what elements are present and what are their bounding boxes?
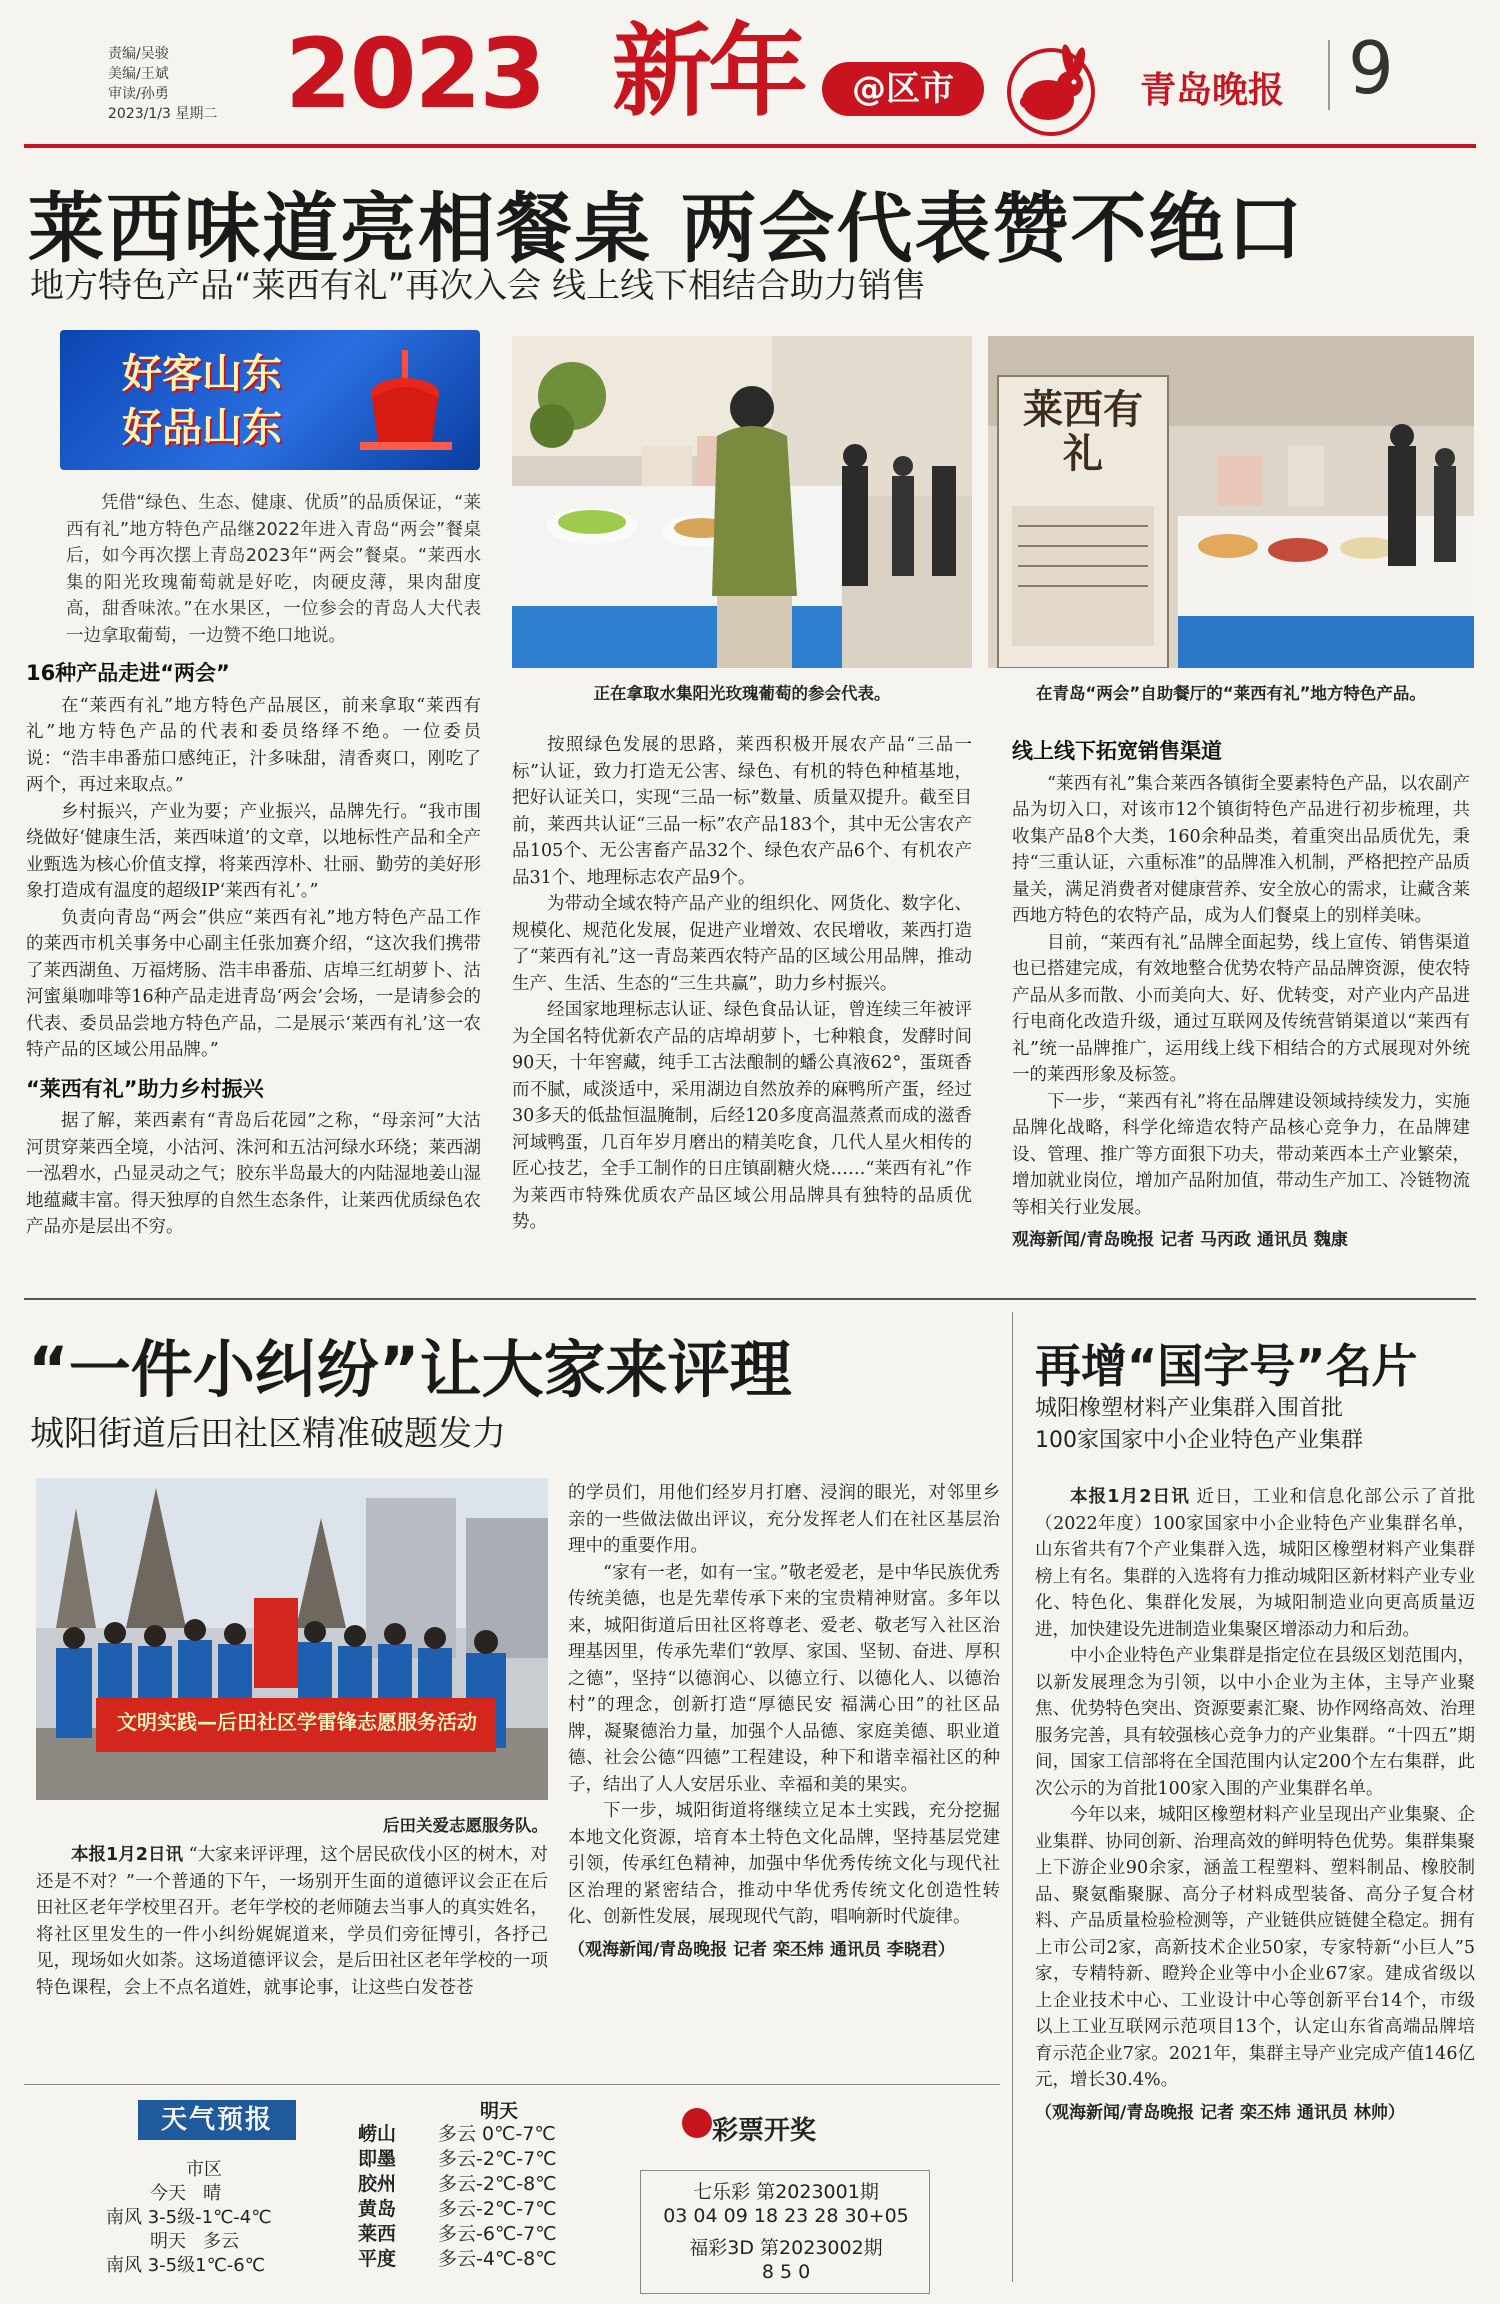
district-name: 莱西: [358, 2223, 397, 2245]
weather-row: [358, 2172, 598, 2197]
haoke-shandong-banner: [60, 330, 480, 470]
buffet-scene-illustration: [512, 336, 972, 668]
story1-column-1: [26, 648, 481, 1241]
story3-paragraph-1: 近日，工业和信息化部公示了首批（2022年度）100家国家中小企业特色产业集群名单，山东省共有7个产业集群入选，城阳区橡塑材料产业集群榜上有名。集群的入选将有力推动城阳区新材料产业专业化、特色化、集群化发展，为城阳制造业向更高质量迈进，加快建设先进制造业集聚区增添动力和后劲。: [1035, 1487, 1475, 1640]
credit-proofreader: 审读/孙勇: [108, 86, 169, 102]
story3-byline: （观海新闻/青岛晚报 记者 栾丕炜 通讯员 林帅）: [1035, 2102, 1405, 2123]
story1-photo2-caption: 在青岛“两会”自助餐厅的“莱西有礼”地方特色产品。: [1036, 684, 1426, 703]
story1-photo-display: [988, 336, 1474, 668]
paragraph: 今年以来，城阳区橡塑材料产业呈现出产业集聚、企业集群、协同创新、治理高效的鲜明特色优势。集群集聚上下游企业90余家，涵盖工程塑料、塑料制品、橡胶制品、聚氨酯聚脲、高分子材料成型装备、高分子复合材料、产品质量检验检测等，产业链供应链健全稳定。拥有上市公司2家，高新技术企业50家，专家特新“小巨人”5家，专精特新、瞪羚企业等中小企业67家。建成省级以上企业技术中心、工业设计中心等创新平台14个，市级以上工业互联网示范项目13个，认定山东省高端品牌培育示范企业7家。2021年，集群主导产业完成产值146亿元，增长30.4%。: [1035, 1805, 1475, 2090]
weather-badge: 天气预报: [138, 2100, 296, 2140]
credit-editor: 责编/吴骏: [108, 46, 169, 62]
paragraph: 目前，“莱西有礼”品牌全面起势，线上宣传、销售渠道也已搭建完成，有效地整合优势农特产品品牌资源，使农特产品从多而散、小而美向大、好、优转变，对产业内产品进行电商化改造升级，通过互联网及传统营销渠道以“莱西有礼”统一品牌推广，运用线上线下相结合的方式展现对外统一的莱西形象及标签。: [1012, 932, 1470, 1085]
weather-today-label: 今天: [150, 2183, 186, 2204]
story1-photo1-caption: 正在拿取水集阳光玫瑰葡萄的参会代表。: [593, 684, 891, 703]
story3-subhead-line-2: 100家国家中小企业特色产业集群: [1035, 1428, 1363, 1453]
banner-line-1: 好客山东: [122, 351, 282, 397]
weather-tomorrow-condition: 多云: [203, 2231, 240, 2252]
masthead-year: 2023: [285, 18, 545, 130]
paragraph: 按照绿色发展的思路，莱西积极开展农产品“三品一标”认证，致力打造无公害、绿色、有机的特色种植基地，把好认证关口，实现“三品一标”数量、质量双提升。截至目前，莱西共认证“三品一标”农产品183个，其中无公害农产品105个、无公害畜产品32个、绿色农产品6个、有机农产品31个、地理标志农产品9个。: [512, 735, 972, 888]
issue-date: 2023/1/3 星期二: [108, 106, 218, 122]
district-name: 崂山: [358, 2123, 397, 2145]
rabbit-logo-icon: [996, 32, 1106, 142]
weather-table-header: 明天: [480, 2100, 519, 2122]
district-name: 黄岛: [358, 2198, 397, 2220]
story1-lead: [66, 490, 481, 649]
lottery-line-2: 03 04 09 18 23 28 30+05: [663, 2205, 909, 2227]
masthead-rule: [24, 144, 1476, 148]
bottom-divider: [24, 2084, 1000, 2085]
paragraph: 在“莱西有礼”地方特色产品展区，前来拿取“莱西有礼”地方特色产品的代表和委员络绎不绝。一位委员说：“浩丰串番茄口感纯正，汁多味甜，清香爽口，刚吃了两个，再过来取点。”: [26, 695, 481, 795]
story1-column-2: [512, 732, 972, 1236]
photo2-sign: 莱西有礼: [1023, 386, 1143, 477]
district-forecast: 多云 0℃-7℃: [438, 2123, 556, 2145]
story2-dateline: 本报1月2日讯: [71, 1845, 184, 1865]
district-name: 胶州: [358, 2173, 397, 2195]
credit-designer: 美编/王斌: [108, 66, 169, 82]
district-forecast: 多云-6℃-7℃: [438, 2223, 557, 2245]
story2-right-column: [568, 1480, 1000, 1963]
weather-city-label: 市区: [186, 2159, 222, 2180]
section-badge: @区市: [822, 62, 984, 116]
landmark-icon: [346, 346, 466, 456]
weather-tomorrow-wind: 南风 3-5级1℃-6℃: [106, 2255, 265, 2276]
page-credits: [108, 44, 228, 124]
lottery-results: [640, 2170, 930, 2294]
paragraph: 负责向青岛“两会”供应“莱西有礼”地方特色产品工作的莱西市机关事务中心副主任张加赛介绍，“这次我们携带了莱西湖鱼、万福烤肠、浩丰串番茄、店埠三红胡萝卜、沽河蜜巢咖啡等16种产品走进青岛‘两会’会场，一是请参会的代表、委员品尝地方特色产品，二是展示‘莱西有礼’这一农特产品的区域公用品牌。”: [26, 907, 481, 1060]
masthead-new-year: 新年: [612, 12, 804, 130]
paragraph: “家有一老，如有一宝。”敬老爱老，是中华民族优秀传统美德，也是先辈传承下来的宝贵精神财富。多年以来，城阳街道后田社区将尊老、爱老、敬老写入社区治理基因里，传承先辈们“敦厚、家国、坚韧、奋进、厚积之德”，坚持“以德润心、以德立行、以德化人、以德治村”的理念，创新打造“厚德民安 福满心田”的社区品牌，凝聚德治力量，加强个人品德、家庭美德、职业道德、社会公德“四德”工程建设，种下和谐幸福社区的种子，结出了人人安居乐业、幸福和美的果实。: [568, 1562, 1000, 1795]
lottery-line-4: 8 5 0: [761, 2261, 811, 2283]
weather-row: [358, 2222, 598, 2247]
district-name: 即墨: [358, 2148, 397, 2170]
lottery-line-3: 福彩3D 第2023002期: [689, 2237, 883, 2259]
story3-column: [1035, 1484, 1475, 2126]
story2-paragraph-1: “大家来评评理，这个居民砍伐小区的树木，对还是不对？”一个普通的下午，一场别开生面的道德评议会正在后田社区老年学校里召开。老年学校的老师随去当事人的真实姓名，将社区里发生的一件小纠纷娓娓道来，学员们旁征博引，各抒己见，现场如火如荼。这场道德评议会，是后田社区老年学校的一项特色课程，会上不点名道姓，就事论事，让这些白发苍苍: [36, 1845, 548, 1998]
weather-tomorrow-label: 明天: [150, 2231, 186, 2252]
weather-district-table: [358, 2122, 598, 2272]
paragraph: 经国家地理标志认证、绿色食品认证，曾连续三年被评为全国名特优新农产品的店埠胡萝卜，七种粮食，发酵时间90天，十年窖藏，纯手工古法酿制的蟠公真液62°，蛋斑香而不腻，咸淡适中，采用湖边自然放养的麻鸭所产蛋，经过30多天的低盐恒温腌制，后经120多度高温蒸煮而成的滋香河域鸭蛋，几百年岁月磨出的精美吃食，几代人星火相传的匠心技艺，全手工制作的日庄镇副糖火烧……“莱西有礼”作为莱西市特殊优质农产品区域公用品牌具有独特的品质优势。: [512, 1000, 972, 1232]
paragraph: 的学员们，用他们经岁月打磨、浸润的眼光，对邻里乡亲的一些做法做出评议，充分发挥老人们在社区基层治理中的重要作用。: [568, 1483, 1000, 1556]
story3-subhead-line-1: 城阳橡塑材料产业集群入围首批: [1035, 1396, 1344, 1421]
lottery-title: 彩票开奖: [712, 2116, 817, 2146]
paragraph: 为带动全域农特产品产业的组织化、网货化、数字化、规模化、规范化发展，促进产业增效、农民增收，莱西打造了“莱西有礼”这一青岛莱西农特产品的区域公用品牌，推动生产、生活、生态的“三生共赢”，助力乡村振兴。: [512, 894, 972, 994]
lottery-line-1: 七乐彩 第2023001期: [693, 2181, 879, 2203]
paragraph: [36, 1842, 548, 2001]
story1-lead-text: 凭借“绿色、生态、健康、优质”的品质保证，“莱西有礼”地方特色产品继2022年进入青岛“两会”餐桌后，如今再次摆上青岛2023年“两会”餐桌。“莱西水集的阳光玫瑰葡萄就是好吃，肉硬皮薄，果肉甜度高，甜香味浓。”在水果区，一位参会的青岛人大代表一边拿取葡萄，一边赞不绝口地说。: [66, 493, 481, 646]
story2-left-column: [36, 1842, 548, 2001]
story2-subhead: 城阳街道后田社区精准破题发力: [30, 1414, 506, 1454]
paragraph: 中小企业特色产业集群是指定位在县级区划范围内，以新发展理念为引领，以中小企业为主体，主导产业聚焦、优势特色突出、资源要素汇聚、协作网络高效、治理服务完善，具有较强核心竞争力的产业集群。“十四五”期间，国家工信部将在全国范围内认定200个左右集群，此次公示的为首批100家入围的产业集群名单。: [1035, 1646, 1475, 1799]
district-name: 平度: [358, 2248, 397, 2270]
weather-tomorrow: [150, 2230, 239, 2254]
story1-subhead: 地方特色产品“莱西有礼”再次入会 线上线下相结合助力销售: [30, 266, 927, 306]
story1-column-3: [1012, 738, 1470, 1254]
weather-today-wind: 南风 3-5级-1℃-4℃: [106, 2207, 272, 2228]
story3-dateline: 本报1月2日讯: [1070, 1487, 1190, 1507]
volunteer-group-illustration: [36, 1478, 548, 1800]
masthead-divider: [1328, 40, 1330, 110]
story1-col1-subhead-1: 16种产品走进“两会”: [26, 661, 230, 685]
district-forecast: 多云-4℃-8℃: [438, 2248, 557, 2270]
story1-headline: 莱西味道亮相餐桌 两会代表赞不绝口: [28, 184, 1305, 273]
story1-col3-subhead: 线上线下拓宽销售渠道: [1012, 739, 1222, 763]
story1-photo-grapes: [512, 336, 972, 668]
paragraph: 下一步，“莱西有礼”将在品牌建设领域持续发力，实施品牌化战略，科学化缔造农特产品核心竞争力，在品牌建设、管理、推广等方面狠下功夫，带动莱西本土产业繁荣，增加就业岗位，增加产品附加值，带动生产加工、冷链物流等相关行业发展。: [1012, 1091, 1470, 1218]
story2-photo-caption: 后田关爱志愿服务队。: [383, 1816, 548, 1835]
banner-line-2: 好品山东: [122, 405, 282, 451]
weather-row: [358, 2147, 598, 2172]
paper-logo: 青岛晚报: [1140, 69, 1285, 111]
weather-row: [358, 2122, 598, 2147]
weather-row: [358, 2197, 598, 2222]
story2-headline: “一件小纠纷”让大家来评理: [28, 1333, 792, 1406]
weather-today-condition: 晴: [203, 2183, 222, 2204]
paragraph: 乡村振兴，产业为要；产业振兴，品牌先行。“我市围绕做好‘健康生活，莱西味道’的文章，以地标性产品和全产业甄选为核心价值支撑，将莱西淳朴、壮丽、勤劳的美好形象打造成有温度的超级IP‘莱西有礼’。”: [26, 801, 481, 901]
story3-subhead: [1035, 1393, 1363, 1457]
photo-banner-text: 文明实践—后田社区学雷锋志愿服务活动: [117, 1710, 477, 1734]
story3-headline: 再增“国字号”名片: [1035, 1339, 1418, 1393]
story1-byline: 观海新闻/青岛晚报 记者 马丙政 通讯员 魏康: [1012, 1230, 1348, 1250]
paragraph: 据了解，莱西素有“青岛后花园”之称，“母亲河”大沽河贯穿莱西全境，小沽河、洙河和五沽河绿水环绕；莱西湖一泓碧水，凸显灵动之气；胶东半岛最大的内陆湿地姜山湿地蕴藏丰富。得天独厚的自然生态条件，让莱西优质绿色农产品亦是层出不穷。: [26, 1111, 481, 1237]
story2-byline: （观海新闻/青岛晚报 记者 栾丕炜 通讯员 李晓君）: [568, 1939, 955, 1960]
weather-row: [358, 2247, 598, 2272]
paragraph: [1035, 1484, 1475, 1643]
district-forecast: 多云-2℃-8℃: [438, 2173, 557, 2195]
district-forecast: 多云-2℃-7℃: [438, 2198, 557, 2220]
story1-col1-subhead-2: “莱西有礼”助力乡村振兴: [26, 1076, 264, 1101]
district-forecast: 多云-2℃-7℃: [438, 2148, 557, 2170]
weather-today: [150, 2182, 221, 2206]
paragraph: 下一步，城阳街道将继续立足本土实践，充分挖掘本地文化资源，培育本土特色文化品牌，坚持基层党建引领，传承红色精神，加强中华优秀传统文化与现代社区治理的紧密结合，推动中华优秀传统文化创造性转化、创新性发展，展现现代气韵，唱响新时代旋律。: [568, 1801, 1000, 1927]
paragraph: “莱西有礼”集合莱西各镇街全要素特色产品，以农副产品为切入口，对该市12个镇街特色产品进行初步梳理，共收集产品8个大类，160余种品类，着重突出品质优先，秉持“三重认证，六重标准”的品牌准入机制，严格把控产品质量关，满足消费者对健康营养、安全放心的需求，让藏含莱西地方特色的农特产品，成为人们餐桌上的别样美味。: [1012, 773, 1470, 926]
story2-photo-volunteers: [36, 1478, 548, 1800]
lottery-icon: [682, 2108, 712, 2138]
column-divider: [1012, 1312, 1013, 2282]
page-number: 9: [1348, 26, 1394, 110]
section-divider: [24, 1298, 1476, 1300]
